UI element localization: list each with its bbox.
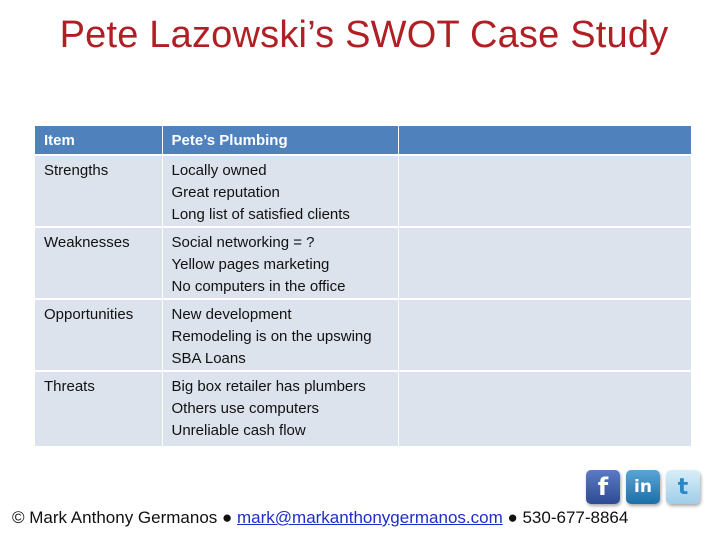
row-label: Strengths <box>35 155 162 227</box>
table-row-strengths <box>35 155 691 227</box>
footer <box>12 508 628 528</box>
content-line: New development <box>171 306 292 323</box>
content-line: No computers in the office <box>171 278 346 295</box>
twitter-icon[interactable]: t <box>666 470 700 504</box>
header-item: Item <box>35 126 162 155</box>
row-content <box>162 371 398 446</box>
footer-copyright: © Mark Anthony Germanos ● <box>12 508 237 527</box>
row-label: Opportunities <box>35 299 162 371</box>
footer-phone: ● 530-677-8864 <box>502 508 629 527</box>
content-line: Unreliable cash flow <box>171 422 306 439</box>
row-content <box>162 155 398 227</box>
slide-title: Pete Lazowski’s SWOT Case Study <box>59 14 669 56</box>
content-line: Big box retailer has plumbers <box>171 378 366 395</box>
row-empty-cell <box>398 155 691 227</box>
content-line: Locally owned <box>171 162 267 179</box>
linkedin-icon[interactable]: in <box>626 470 660 504</box>
content-line: Others use computers <box>171 400 320 417</box>
table-row-threats <box>35 371 691 446</box>
table-header-row <box>35 126 691 155</box>
row-label: Threats <box>35 371 162 446</box>
content-line: Remodeling is on the upswing <box>171 328 372 345</box>
content-line: Long list of satisfied clients <box>171 206 350 223</box>
content-line: Yellow pages marketing <box>171 256 330 273</box>
content-line: Great reputation <box>171 184 280 201</box>
swot-table <box>35 126 691 446</box>
content-line: Social networking = ? <box>171 234 315 251</box>
row-content <box>162 227 398 299</box>
table-row-weaknesses <box>35 227 691 299</box>
row-content <box>162 299 398 371</box>
row-empty-cell <box>398 227 691 299</box>
email-link[interactable]: mark@markanthonygermanos.com <box>237 508 503 527</box>
row-empty-cell <box>398 299 691 371</box>
facebook-icon[interactable]: f <box>586 470 620 504</box>
row-label: Weaknesses <box>35 227 162 299</box>
content-line: SBA Loans <box>171 350 246 367</box>
header-empty <box>398 126 691 155</box>
table-row-opportunities <box>35 299 691 371</box>
header-petes-plumbing: Pete’s Plumbing <box>162 126 398 155</box>
row-empty-cell <box>398 371 691 446</box>
